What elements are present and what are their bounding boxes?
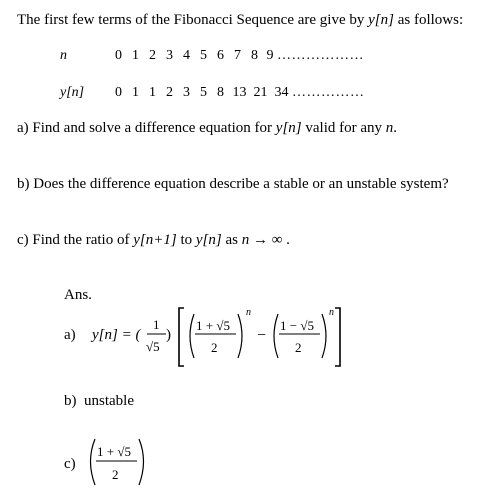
- c-open-paren: [91, 439, 96, 485]
- n-value: 1: [132, 48, 139, 63]
- question-a: [17, 121, 397, 136]
- phi-num: 1 + √5: [196, 318, 230, 333]
- phi-close-paren: [238, 314, 242, 358]
- answer-a-formula: [0, 300, 504, 370]
- intro-text: The first few terms of the Fibonacci Sequence are give by: [17, 12, 369, 28]
- n-value: 4: [183, 48, 190, 63]
- right-bracket: [335, 308, 340, 366]
- y-label: y[n]: [60, 85, 85, 100]
- n-value: 8: [251, 48, 258, 63]
- psi-open-paren: [274, 314, 278, 358]
- minus-sign: −: [257, 327, 267, 344]
- psi-num: 1 − √5: [280, 318, 314, 333]
- intro-var: y[n]: [368, 12, 394, 28]
- psi-den: 2: [295, 340, 302, 355]
- y-value: 34: [274, 85, 289, 100]
- answer-b: [64, 394, 134, 409]
- n-value: 6: [217, 48, 224, 63]
- answer-b-text: unstable: [84, 393, 134, 409]
- left-bracket: [179, 308, 184, 366]
- question-b: b) Does the difference equation describe a stable or an unstable system?: [17, 176, 449, 192]
- phi-exponent: n: [246, 307, 251, 318]
- y-value: 2: [166, 85, 173, 100]
- answer-a-lhs: y[n] = (: [92, 327, 141, 343]
- phi-den: 2: [211, 340, 218, 355]
- question-c-mid: to: [176, 232, 196, 248]
- y-value: 3: [183, 85, 190, 100]
- n-value: 3: [166, 48, 173, 63]
- psi-close-paren: [322, 314, 326, 358]
- question-c: [17, 233, 290, 248]
- n-label: n: [60, 48, 67, 63]
- phi-open-paren: [190, 314, 194, 358]
- c-num: 1 + √5: [97, 444, 131, 459]
- intro-tail: as follows:: [393, 12, 464, 28]
- question-a-text: a) Find and solve a difference equation for: [17, 120, 276, 136]
- psi-exponent: n: [329, 307, 334, 318]
- c-close-paren: [139, 439, 144, 485]
- question-c-var2: y[n]: [195, 232, 222, 248]
- answer-c-formula: [0, 425, 504, 495]
- question-c-var: y[n+1]: [133, 232, 177, 248]
- answer-a-label: a): [64, 327, 76, 343]
- y-value: 13: [232, 85, 247, 100]
- y-continuation-dots: ……………: [292, 85, 365, 100]
- question-c-text: c) Find the ratio of: [17, 232, 134, 248]
- question-c-var3: n: [241, 232, 250, 248]
- y-values-row: [110, 86, 365, 100]
- question-c-tail: as: [221, 232, 242, 248]
- intro-line: [17, 13, 463, 28]
- c-den: 2: [112, 467, 119, 482]
- y-value: 8: [217, 85, 224, 100]
- frac1-den: √5: [146, 339, 160, 354]
- n-value: 9: [266, 48, 274, 63]
- y-value: 1: [132, 85, 139, 100]
- y-value: 5: [200, 85, 207, 100]
- n-value: 2: [149, 48, 156, 63]
- question-a-tail: valid for any: [301, 120, 386, 136]
- answer-c-label: c): [64, 456, 76, 472]
- question-a-var: y[n]: [275, 120, 302, 136]
- y-value: 21: [253, 85, 268, 100]
- n-value: 7: [234, 48, 241, 63]
- frac1-num: 1: [153, 317, 160, 332]
- question-a-var2: n: [385, 120, 394, 136]
- answers-heading: Ans.: [64, 287, 92, 303]
- frac1-close-paren: ): [166, 327, 171, 343]
- n-value: 0: [115, 48, 122, 63]
- n-values-row: [110, 49, 364, 63]
- question-c-arrow: → ∞ .: [249, 232, 290, 248]
- question-a-end: .: [393, 120, 398, 136]
- n-continuation-dots: ………………: [277, 48, 364, 63]
- n-value: 5: [200, 48, 207, 63]
- answer-b-label: b): [64, 393, 77, 409]
- y-value: 0: [115, 85, 122, 100]
- y-value: 1: [149, 85, 156, 100]
